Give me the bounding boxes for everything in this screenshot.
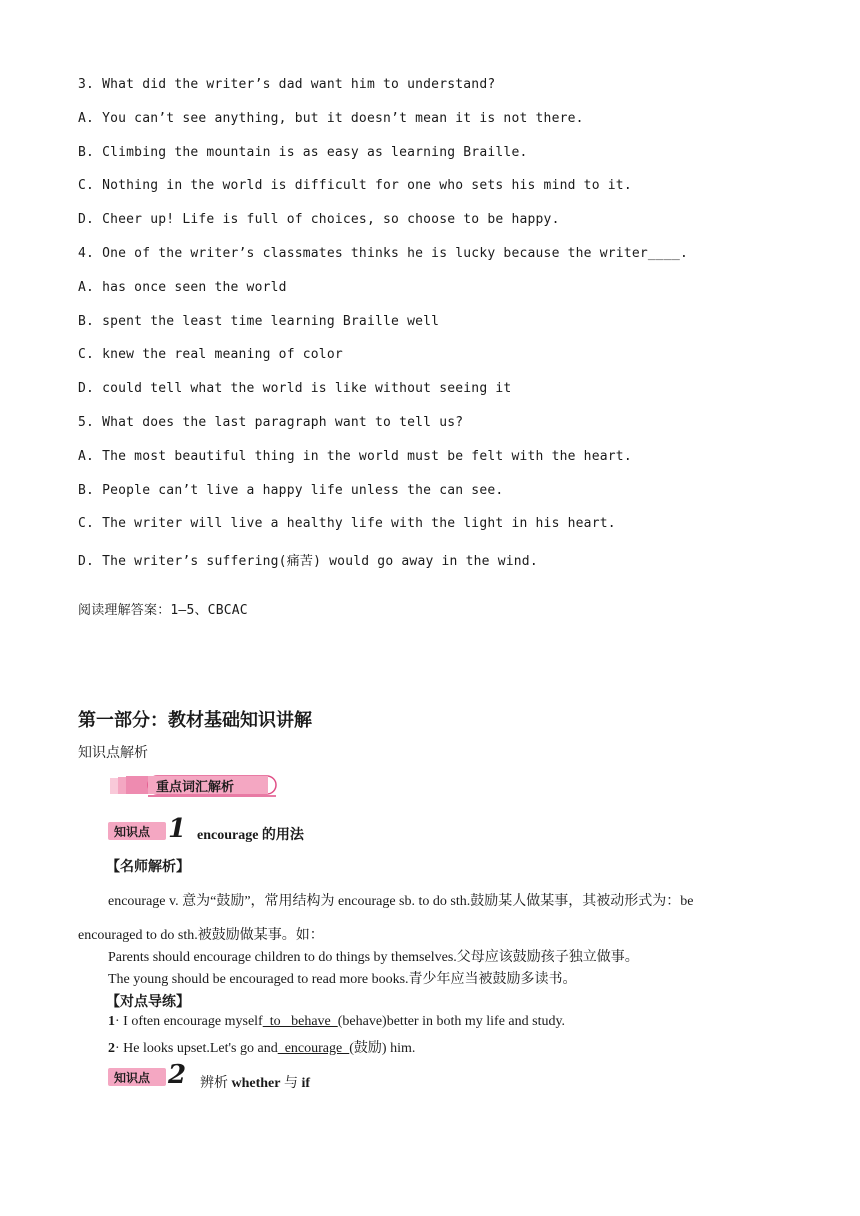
exercise-2 bbox=[108, 1037, 415, 1057]
question-5-option-a: A. The most beautiful thing in the world must be felt with the heart. bbox=[78, 449, 632, 464]
kp-tag bbox=[108, 822, 166, 840]
kp-tag bbox=[108, 1068, 166, 1086]
kp1-title: encourage 的用法 bbox=[197, 828, 304, 843]
kp2-title-whether: whether bbox=[231, 1076, 281, 1091]
question-3-option-d: D. Cheer up! Life is full of choices, so choose to be happy. bbox=[78, 212, 560, 227]
key-vocab-banner bbox=[108, 772, 288, 800]
question-5-option-c: C. The writer will live a healthy life with the light in his heart. bbox=[78, 516, 616, 531]
kp2-title-if: if bbox=[301, 1076, 311, 1091]
exercise-2-prompt: · He looks upset.Let's go and bbox=[115, 1041, 278, 1056]
question-4-stem: 4. One of the writer’s classmates thinks he is lucky because the writer____. bbox=[78, 246, 689, 261]
question-4-option-c: C. knew the real meaning of color bbox=[78, 347, 343, 362]
question-5-stem: 5. What does the last paragraph want to tell us? bbox=[78, 415, 464, 430]
kp2-title bbox=[200, 1072, 310, 1092]
para1-line2: encouraged to do sth.被鼓励做某事。如： bbox=[78, 928, 324, 943]
knowledge-point-2-badge bbox=[108, 1060, 188, 1090]
exercise-1-prompt: · I often encourage myself bbox=[115, 1014, 263, 1029]
exercise-2-number: 2 bbox=[108, 1041, 115, 1056]
question-3-option-a: A. You can’t see anything, but it doesn’t mean it is not there. bbox=[78, 111, 584, 126]
kp-number: 1 bbox=[168, 814, 187, 844]
exercise-1-number: 1 bbox=[108, 1014, 115, 1029]
example-sentence-2: The young should be encouraged to read more books.青少年应当被鼓励多读书。 bbox=[108, 972, 577, 987]
kp2-title-middle: 与 bbox=[280, 1076, 302, 1091]
answer-line: 阅读理解答案：1—5、CBCAC bbox=[78, 603, 248, 618]
kp-number: 2 bbox=[168, 1060, 187, 1090]
question-3-option-c: C. Nothing in the world is difficult for one who sets his mind to it. bbox=[78, 178, 632, 193]
exercise-2-hint: (鼓励) him. bbox=[349, 1041, 416, 1056]
subtitle: 知识点解析 bbox=[78, 745, 148, 761]
practice-label: 【对点导练】 bbox=[106, 995, 190, 1010]
para1-line1: encourage v. 意为“鼓励”，常用结构为 encourage sb. to do sth.鼓励某人做某事，其被动形式为：be bbox=[108, 894, 694, 909]
question-4-option-a: A. has once seen the world bbox=[78, 280, 287, 295]
exercise-1 bbox=[108, 1014, 565, 1030]
kp-tag-label: 知识点 bbox=[114, 1071, 151, 1085]
kp-tag-label: 知识点 bbox=[114, 825, 151, 839]
kp2-title-prefix: 辨析 bbox=[200, 1076, 232, 1091]
question-4-option-d: D. could tell what the world is like without seeing it bbox=[78, 381, 512, 396]
exercise-1-hint: (behave)better in both my life and study. bbox=[337, 1014, 566, 1029]
question-4-option-b: B. spent the least time learning Braille well bbox=[78, 314, 440, 329]
knowledge-point-1-badge bbox=[108, 814, 188, 844]
master-analysis-label: 【名师解析】 bbox=[106, 860, 190, 875]
question-5-option-d: D. The writer’s suffering(痛苦) would go away in the wind. bbox=[78, 554, 538, 569]
banner-label: 重点词汇解析 bbox=[156, 780, 235, 795]
exercise-1-answer: to behave bbox=[262, 1014, 338, 1029]
question-3-stem: 3. What did the writer’s dad want him to understand? bbox=[78, 77, 496, 92]
question-3-option-b: B. Climbing the mountain is as easy as learning Braille. bbox=[78, 145, 528, 160]
section-title: 第一部分：教材基础知识讲解 bbox=[78, 710, 312, 731]
question-5-option-b: B. People can’t live a happy life unless the can see. bbox=[78, 483, 504, 498]
exercise-2-answer: encourage bbox=[277, 1041, 350, 1056]
example-sentence-1: Parents should encourage children to do things by themselves.父母应该鼓励孩子独立做事。 bbox=[108, 950, 639, 965]
